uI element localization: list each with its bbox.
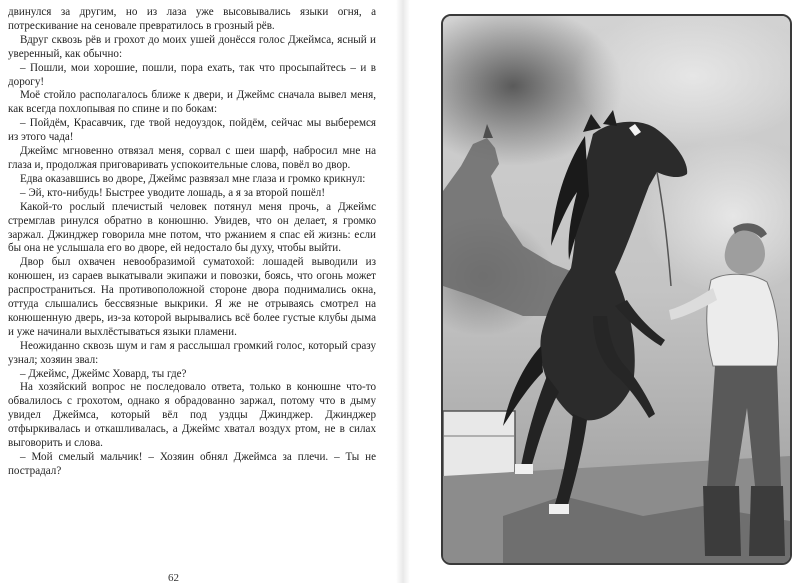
- rearing-horse-illustration: [443, 16, 790, 563]
- paragraph: – Пойдём, Красавчик, где твой недоуздок, пойдём, сейчас мы выберемся из этого чада!: [8, 117, 376, 144]
- book-gutter: [396, 0, 410, 583]
- horse-hoof: [515, 464, 533, 474]
- paragraph: Неожиданно сквозь шум и гам я расслышал громкий голос, который сразу узнал; хозяин звал:: [8, 339, 376, 366]
- story-text: [8, 6, 376, 479]
- page-number: 62: [168, 572, 179, 584]
- paragraph: двинулся за другим, но из лаза уже высовывались языки огня, а потрескивание на сеновале превратилось в грозный рёв.: [8, 6, 376, 32]
- left-page: [0, 0, 400, 583]
- paragraph: Моё стойло располагалось ближе к двери, и Джеймс сначала вывел меня, как всегда похлопывая по спине и по бокам:: [8, 89, 376, 116]
- paragraph: Двор был охвачен невообразимой суматохой: лошадей выводили из конюшен, из сараев выкатывали экипажи и повозки, боясь, что огонь может распространиться. На противоположной стороне двора поднимались окна, оттуда слышались бессвязные выкрики. Я же не отрываясь смотрел на конюшенную дверь, из-за которой вырывались всё более густые клубы дыма и уже начинали выхлёстываться языки пламени.: [8, 256, 376, 338]
- paragraph: – Эй, кто-нибудь! Быстрее уводите лошадь, а я за второй пошёл!: [20, 186, 326, 199]
- paragraph: На хозяйский вопрос не последовало ответа, только в конюшне что-то обвалилось с грохотом, однако я обрадованно заржал, потому что в дыму увидел Джеймса, который вёл под уздцы Джинджер. Джинджер отфыркивалась и откашливалась, а Джеймс хватал воздух ртом, не в силах выговорить и слова.: [8, 381, 376, 450]
- man-boot: [703, 486, 741, 556]
- paragraph: Джеймс мгновенно отвязал меня, сорвал с шеи шарф, набросил мне на глаза и, продолжая приговаривать успокоительные слова, повёл во двор.: [8, 145, 376, 171]
- man-boot: [749, 486, 785, 556]
- man-shirt: [707, 274, 779, 366]
- paragraph: – Пошли, мои хорошие, пошли, пора ехать, так что просыпайтесь – и в дорогу!: [8, 61, 376, 88]
- paragraph: – Мой смелый мальчик! – Хозяин обнял Джеймса за плечи. – Ты не пострадал?: [8, 451, 376, 477]
- paragraph: Вдруг сквозь рёв и грохот до моих ушей донёсся голос Джеймса, ясный и уверенный, как обычно:: [8, 33, 376, 60]
- paragraph: – Джеймс, Джеймс Ховард, ты где?: [20, 367, 187, 380]
- illustration-frame: [441, 14, 792, 565]
- paragraph: Едва оказавшись во дворе, Джеймс развязал мне глаза и громко крикнул:: [20, 172, 366, 185]
- paragraph: Какой-то рослый плечистый человек потянул меня прочь, а Джеймс стремглав ринулся обратно в конюшню. Увидев, что он делает, я громко заржал. Джинджер говорила мне потом, что ржанием я спас ей жизнь: если бы она не услышала его во дворе, ей недостало бы духу, чтобы выйти.: [8, 200, 376, 255]
- horse-hoof: [549, 504, 569, 514]
